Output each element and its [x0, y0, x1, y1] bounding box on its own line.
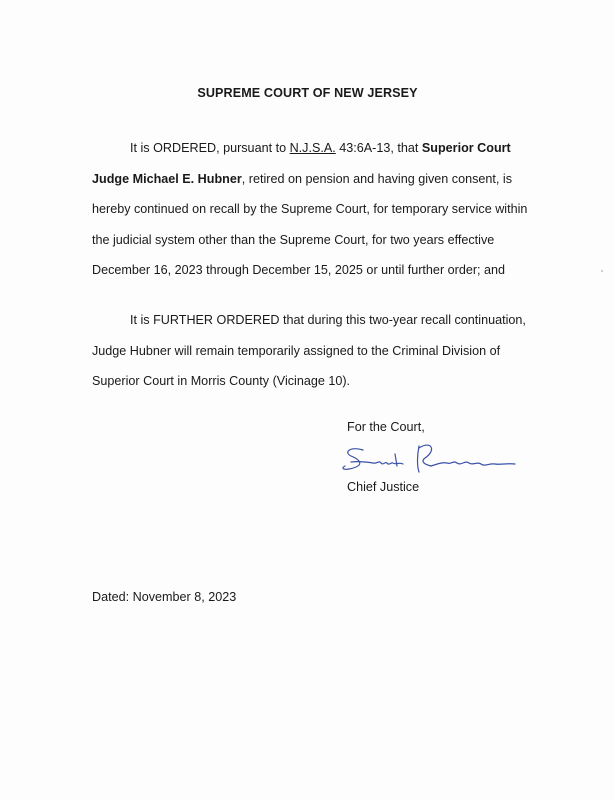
order2-text: It is FURTHER ORDERED that during this two-year recall continuation, Judge Hubner will remain temporarily assigned to the Criminal Division of Superior Court in Morris County (Vicinage 10). — [92, 313, 526, 388]
scan-speck — [601, 270, 603, 272]
statute-number: 43:6A-13, that — [335, 141, 422, 155]
judge-name: Superior Court Judge Michael E. Hubner — [92, 141, 511, 186]
order1-intro: It is ORDERED, pursuant to — [130, 141, 290, 155]
order-paragraph-2 — [92, 305, 532, 397]
statute-reference: N.J.S.A. — [289, 141, 336, 155]
date-line: Dated: November 8, 2023 — [92, 590, 237, 604]
for-the-court-label: For the Court, — [347, 420, 425, 434]
order1-body: , retired on pension and having given consent, is hereby continued on recall by the Supreme Court, for temporary service within the judicial system other than the Supreme Court, for two years effective December 16, 2023 through December 15, 2025 or until further order; and — [92, 171, 528, 277]
chief-justice-title: Chief Justice — [347, 480, 420, 494]
order-paragraph-1 — [92, 133, 532, 286]
handwritten-signature — [339, 436, 529, 486]
court-heading: SUPREME COURT OF NEW JERSEY — [197, 86, 418, 100]
